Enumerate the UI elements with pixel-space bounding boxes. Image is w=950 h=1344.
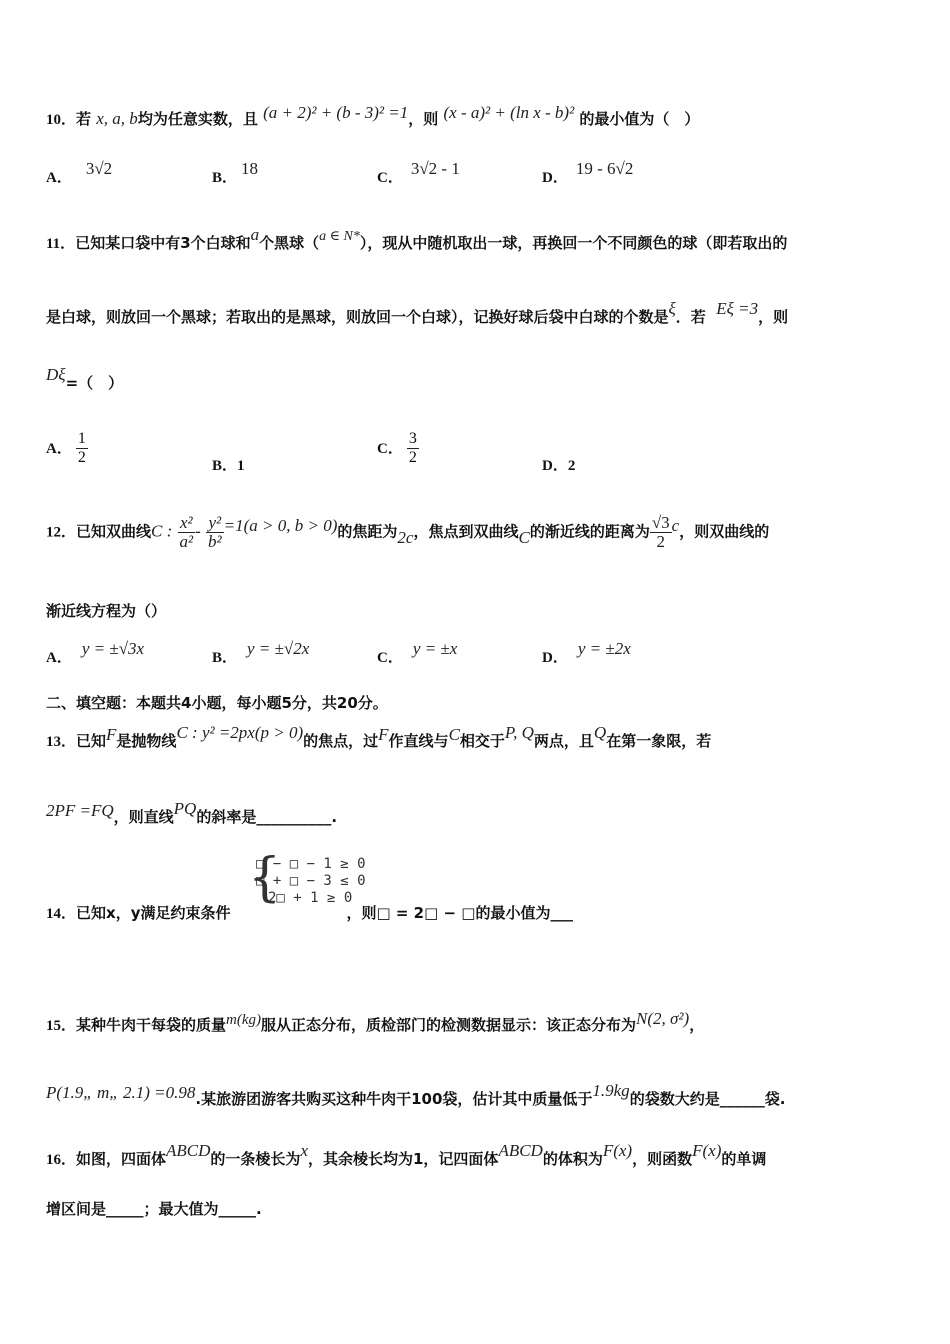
q16-stem-line2 <box>46 1198 910 1219</box>
q16-stem-line1: 16．如图，四面体ABCD的一条棱长为x，其余棱长均为1，记四面体ABCD的体积为F(x)，则函数F(x)的单调 <box>46 1141 767 1168</box>
q11-option-d[interactable]: D．2 <box>542 458 576 474</box>
q12-option-a[interactable]: A． y = ±√3x <box>46 639 145 666</box>
q14-number: 14． <box>46 906 77 922</box>
constraint-system: □ − □ − 1 ≥ 0 □ + □ − 3 ≤ 0 2□ + 1 ≥ 0 <box>256 856 366 906</box>
q12-number: 12． <box>46 524 77 541</box>
q15-stem-line1: 15．某种牛肉干每袋的质量m(kg)服从正态分布，质检部门的检测数据显示：该正态分布为N(2, σ²)， <box>46 1009 705 1034</box>
q11-option-a[interactable]: A． $\frac{1}{2}$ <box>46 430 86 466</box>
q12-stem-line1: 12．已知双曲线C : $\frac{\text{x²}}{\text{a²}}$ - $\frac{\text{y²}}{\text{b²}}$ =1(a > 0, b > 0)的焦距为2c，焦点到双曲线C的渐近线的距离为 $\frac{√3}{2}$ c，则双曲线的 <box>46 513 770 551</box>
q15-number: 15． <box>46 1018 77 1034</box>
q11-option-b[interactable]: B．1 <box>212 458 245 474</box>
q10-option-c[interactable]: C． 3√2 - 1 <box>377 159 460 186</box>
q16-number: 16． <box>46 1152 77 1168</box>
q11-option-c[interactable]: C． $\frac{3}{2}$ <box>377 430 417 466</box>
q10-number: 10． <box>46 112 77 128</box>
q11-stem-line3: Dξ=（ ） <box>46 365 124 392</box>
q16-answer-blank[interactable]: 增区间是_____；最大值为_____. <box>46 1200 262 1218</box>
constraint-brace: { <box>248 848 282 908</box>
q14-stem: 14．已知x，y满足约束条件 ，则□ = 2□ − □的最小值为___ <box>46 904 573 922</box>
q14-answer-blank[interactable]: ，则□ = 2□ − □的最小值为___ <box>346 904 573 922</box>
q11-stem-line1: 11．已知某口袋中有3个白球和a个黑球（a ∈ N*），现从中随机取出一球，再换回一个不同颜色的球（即若取出的 <box>46 225 788 252</box>
q12-option-c[interactable]: C． y = ±x <box>377 639 458 666</box>
q15-answer-blank[interactable]: 的袋数大约是______袋. <box>629 1090 786 1108</box>
q13-stem-line2: 2PF =FQ，则直线PQ的斜率是__________. <box>46 799 338 826</box>
q13-answer-blank[interactable]: 的斜率是__________. <box>196 808 338 826</box>
q10-option-b[interactable]: B． 18 <box>212 159 259 186</box>
section-heading-fill-blank: 二、填空题：本题共4小题，每小题5分，共20分。 <box>46 694 388 712</box>
q10-option-d[interactable]: D． 19 - 6√2 <box>542 159 634 186</box>
q12-option-d[interactable]: D． y = ±2x <box>542 639 631 666</box>
q11-number: 11． <box>46 236 76 252</box>
q15-stem-line2: P(1.9„ m„ 2.1) =0.98.某旅游团游客共购买这种牛肉干100袋，估计其中质量低于1.9kg的袋数大约是______袋. <box>46 1081 786 1108</box>
q13-stem-line1: 13．已知F是抛物线C : y² =2px(p > 0)的焦点，过F作直线与C相交于P, Q两点，且Q在第一象限，若 <box>46 723 712 750</box>
q10-stem: 10．若 x, a, b均为任意实数，且 (a + 2)² + (b - 3)² =1，则 (x - a)² + (ln x - b)² 的最小值为（ ） <box>46 103 700 128</box>
q12-option-b[interactable]: B． y = ±√2x <box>212 639 310 666</box>
q10-option-a[interactable]: A． 3√2 <box>46 159 113 186</box>
q11-stem-line2: 是白球，则放回一个黑球；若取出的是黑球，则放回一个白球），记换好球后袋中白球的个数是ξ．若 Eξ =3，则 <box>46 299 789 326</box>
q12-stem-line2: 渐近线方程为（） <box>46 602 167 620</box>
q13-number: 13． <box>46 734 77 750</box>
